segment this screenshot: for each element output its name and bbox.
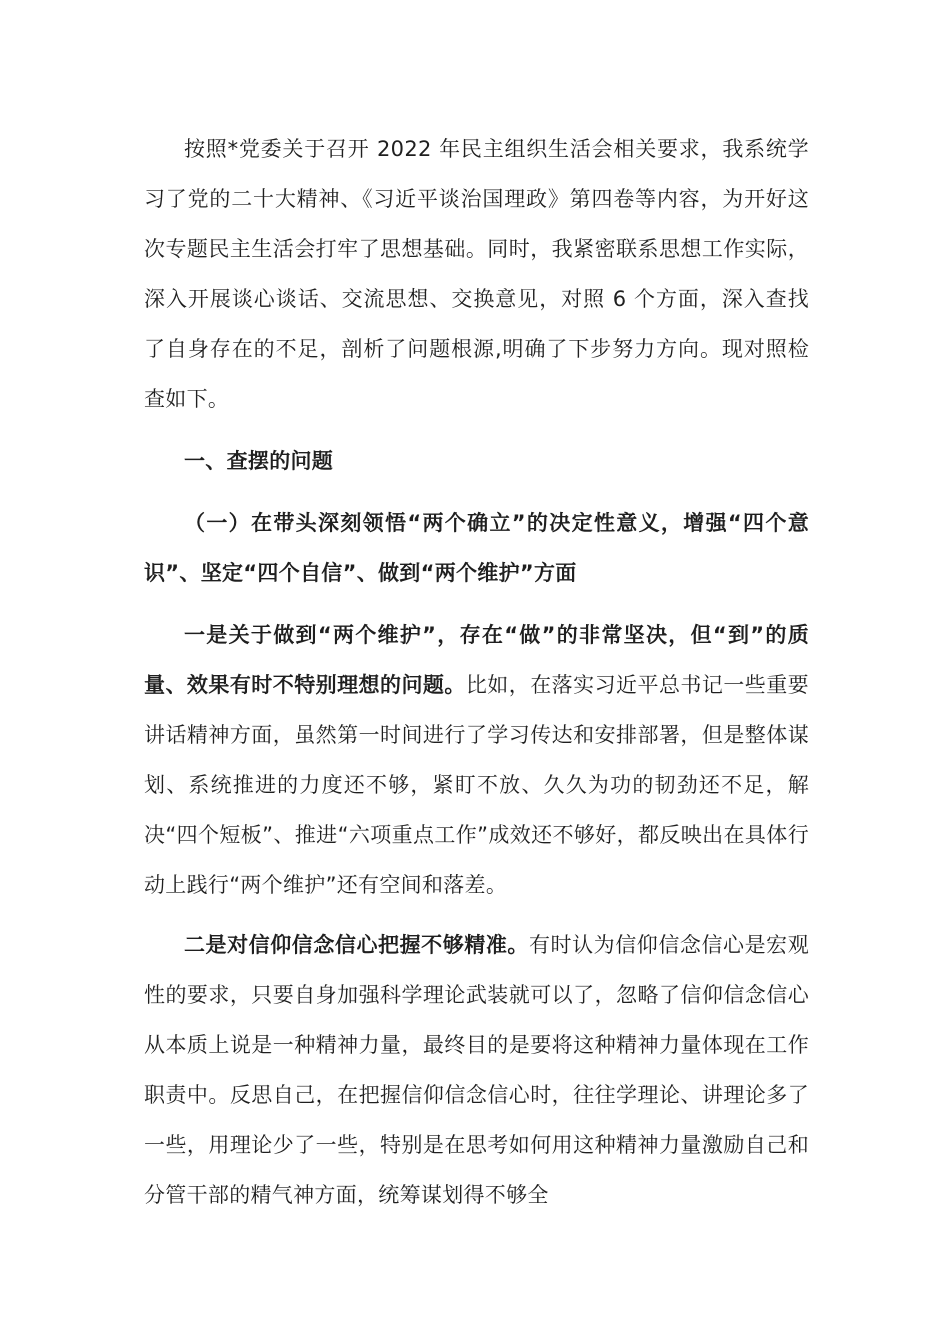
subsection-heading: （一）在带头深刻领悟“两个确立”的决定性意义，增强“四个意识”、坚定“四个自信”、做到“两个维护”方面 [144, 511, 809, 585]
point-one-paragraph [144, 610, 809, 910]
point-two-paragraph [144, 920, 809, 1220]
point-one-lead: 一是关于做到“两个维护”，存在“做”的非常坚决，但“到”的质量、效果有时不特别理想的问题。 [144, 623, 809, 697]
point-two-body: 有时认为信仰信念信心是宏观性的要求，只要自身加强科学理论武装就可以了，忽略了信仰信念信心从本质上说是一种精神力量，最终目的是要将这种精神力量体现在工作职责中。反思自己，在把握信仰信念信心时，往往学理论、讲理论多了一些，用理论少了一些，特别是在思考如何用这种精神力量激励自己和分管干部的精气神方面，统筹谋划得不够全 [144, 933, 809, 1207]
point-two-lead: 二是对信仰信念信心把握不够精准。 [184, 933, 529, 957]
section-heading: 一、查摆的问题 [184, 449, 334, 473]
intro-paragraph: 按照*党委关于召开 2022 年民主组织生活会相关要求，我系统学习了党的二十大精神、《习近平谈治国理政》第四卷等内容，为开好这次专题民主生活会打牢了思想基础。同时，我紧密联系思想工作实际，深入开展谈心谈话、交流思想、交换意见，对照 6 个方面，深入查找了自身存在的不足，剖析了问题根源,明确了下步努力方向。现对照检查如下。 [144, 137, 809, 411]
point-one-body: 比如，在落实习近平总书记一些重要讲话精神方面，虽然第一时间进行了学习传达和安排部署，但是整体谋划、系统推进的力度还不够，紧盯不放、久久为功的韧劲还不足，解决“四个短板”、推进“六项重点工作”成效还不够好，都反映出在具体行动上践行“两个维护”还有空间和落差。 [144, 673, 809, 897]
